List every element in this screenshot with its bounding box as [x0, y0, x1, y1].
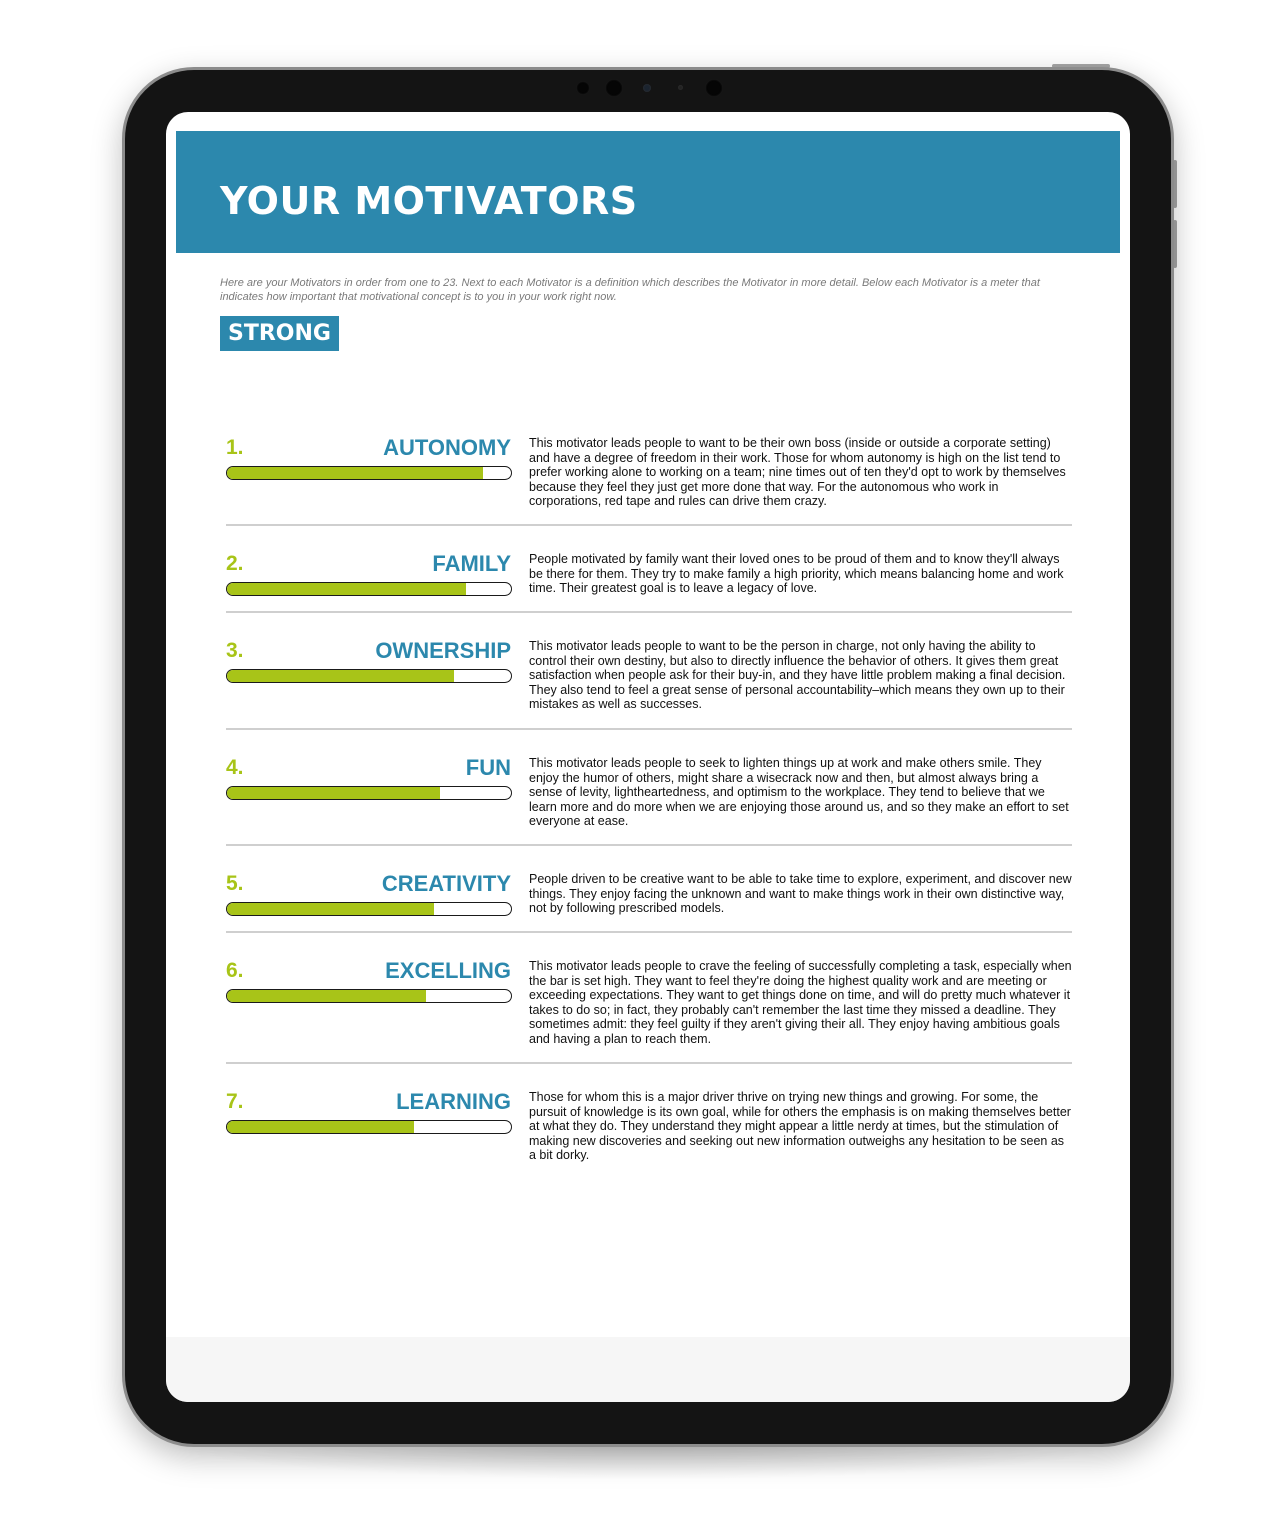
motivator-rank: 7.: [226, 1090, 244, 1113]
motivator-description: People driven to be creative want to be able to take time to explore, experiment, and discover new things. They enjoy facing the unknown and want to make things work in their own distinctive way, not by following prescribed models.: [529, 872, 1072, 916]
motivator-meter-fill: [227, 670, 454, 682]
intro-text: Here are your Motivators in order from one to 23. Next to each Motivator is a definition which describes the Motivator in more detail. Below each Motivator is a meter that indicates how important that motivational concept is to you in your work right now.: [220, 277, 1040, 303]
motivator-description: Those for whom this is a major driver thrive on trying new things and growing. For some, the pursuit of knowledge is its own goal, while for others the emphasis is on making themselves better at what they do. They understand they might appear a little nerdy at times, but the stimulation of making new discoveries and seeking out new information outweighs any hesitation to be seen as a bit dorky.: [529, 1090, 1071, 1163]
motivator-name: FAMILY: [432, 551, 511, 576]
motivator-name: CREATIVITY: [381, 871, 511, 896]
section-badge: STRONG: [220, 316, 339, 351]
motivator-meter: [226, 582, 512, 596]
motivator-description: This motivator leads people to want to be the person in charge, not only having the ability to control their own destiny, but also to directly influence the behavior of others. It gives them great satisfaction when people ask for their buy-in, and they have little problem making a final decision. They also tend to feel a great sense of personal accountability–which means they own up to their mistakes as well as successes.: [529, 639, 1066, 712]
motivator-rank: 4.: [226, 756, 244, 779]
motivator-meter-fill: [227, 583, 466, 595]
motivator-description: This motivator leads people to seek to lighten things up at work and make others smile. They enjoy the humor of others, might share a wisecrack now and then, but almost always bring a sense of levity, lightheartedness, and optimism to the workplace. They tend to believe that we learn more and do more when we are enjoying those around us, and so they make an effort to set everyone at ease.: [529, 756, 1069, 829]
motivator-rank: 6.: [226, 959, 244, 982]
motivator-rank: 2.: [226, 552, 244, 575]
motivator-name: EXCELLING: [385, 958, 511, 983]
sensor-icon: [576, 81, 590, 95]
row-divider: [226, 844, 1072, 846]
motivator-meter: [226, 1120, 512, 1134]
motivator-rank: 1.: [226, 436, 244, 459]
camera-icon: [643, 84, 651, 92]
motivator-meter-fill: [227, 990, 426, 1002]
row-divider: [226, 524, 1072, 526]
motivator-name: LEARNING: [396, 1089, 511, 1114]
camera-array: [572, 79, 732, 99]
motivator-description: People motivated by family want their loved ones to be proud of them and to know they'll always be there for them. They try to make family a high priority, which means balancing home and work time. Their greatest goal is to leave a legacy of love.: [529, 552, 1064, 596]
motivator-description: This motivator leads people to crave the feeling of successfully completing a task, especially when the bar is set high. They want to feel they're doing the highest quality work and are meeting or exceeding expectations. They want to get things done on time, and will do pretty much whatever it takes to do so; in fact, they probably can't remember the last time they missed a deadline. They sometimes admit: they feel guilty if they aren't giving their all. They enjoy having ambitious goals and having a plan to reach them.: [529, 959, 1072, 1046]
motivator-meter-fill: [227, 467, 483, 479]
tablet-screen: [166, 112, 1130, 1402]
screen-footer-area: [166, 1337, 1130, 1402]
motivator-meter-fill: [227, 903, 434, 915]
title-banner: [176, 131, 1120, 253]
motivator-name: FUN: [465, 755, 511, 780]
motivator-name: AUTONOMY: [383, 435, 511, 460]
motivator-name: OWNERSHIP: [375, 638, 511, 663]
camera-lens-icon: [705, 79, 723, 97]
motivator-meter: [226, 669, 512, 683]
motivator-meter: [226, 989, 512, 1003]
motivator-meter-fill: [227, 787, 440, 799]
motivator-meter: [226, 786, 512, 800]
row-divider: [226, 1062, 1072, 1064]
row-divider: [226, 611, 1072, 613]
sensor-dot-icon: [678, 85, 683, 90]
motivator-meter: [226, 902, 512, 916]
motivator-rank: 3.: [226, 639, 244, 662]
row-divider: [226, 728, 1072, 730]
motivator-description: This motivator leads people to want to be their own boss (inside or outside a corporate setting) and have a degree of freedom in their work. Those for whom autonomy is high on the list tend to prefer working alone to working on a team; nine times out of ten they'd opt to work by themselves because they feel they just get more done that way. For the autonomous who work in corporations, red tape and rules can drive them crazy.: [529, 436, 1066, 509]
camera-lens-icon: [605, 79, 623, 97]
row-divider: [226, 931, 1072, 933]
page-title: YOUR MOTIVATORS: [220, 179, 638, 223]
motivator-rank: 5.: [226, 872, 244, 895]
motivator-meter-fill: [227, 1121, 414, 1133]
motivator-meter: [226, 466, 512, 480]
